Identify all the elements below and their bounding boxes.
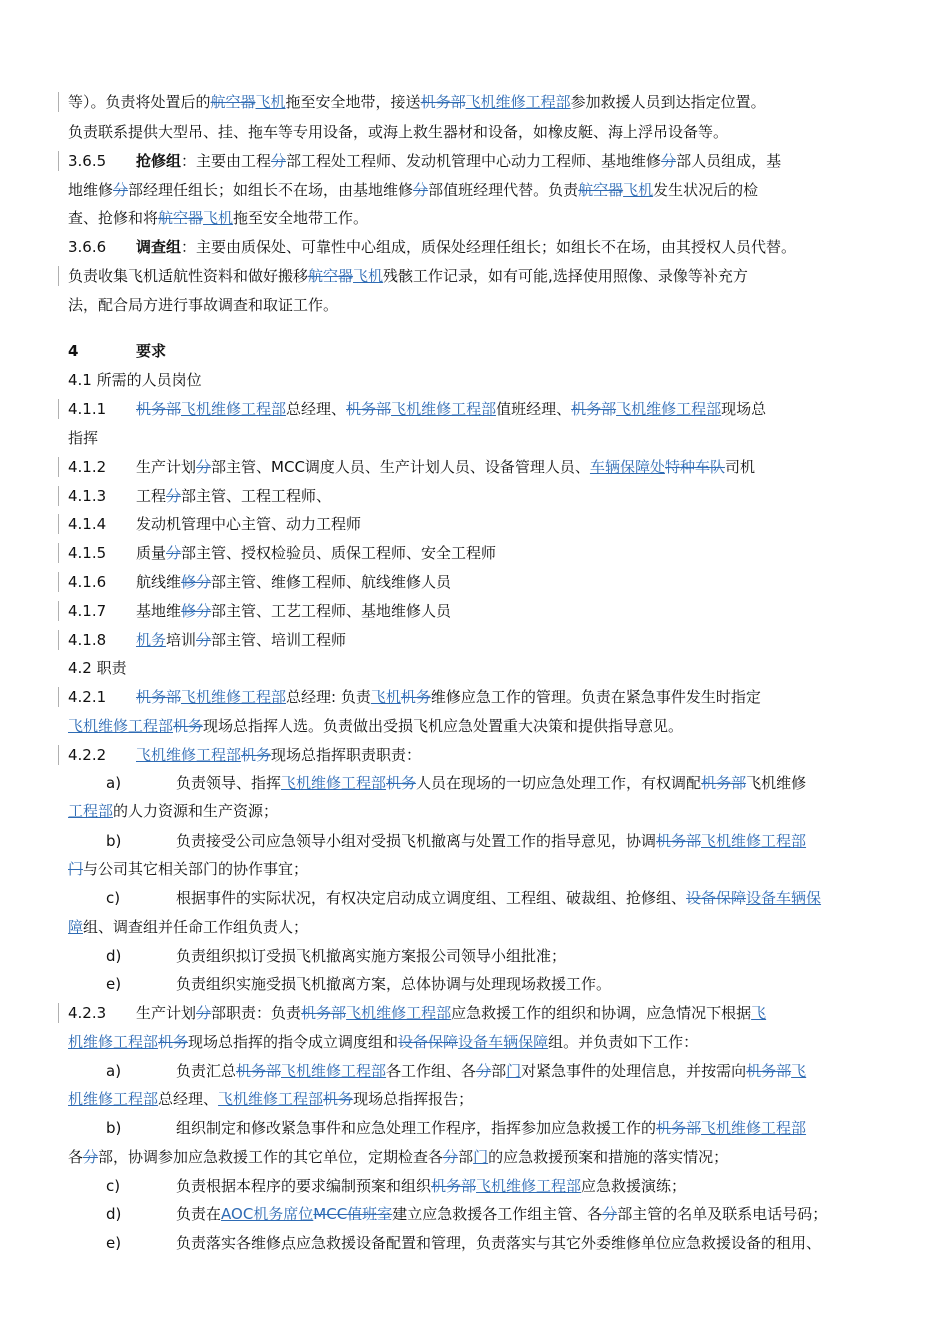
inserted-text: 门	[506, 1062, 522, 1080]
inserted-text: 门	[473, 1148, 489, 1166]
inserted-text: 车辆保障处	[589, 458, 665, 476]
text-line	[106, 1233, 840, 1253]
text-line	[68, 514, 840, 534]
text-run: 人员在现场的一切应急处理工作，有权调配	[416, 774, 702, 792]
text-run: 生产计划	[136, 1004, 197, 1022]
section-number: 4.1.3	[68, 487, 107, 505]
text-line	[68, 716, 840, 736]
text-run: 地维修	[68, 181, 114, 199]
inserted-text: 飞机维修工程部	[701, 832, 807, 850]
text-line	[68, 543, 840, 563]
deleted-text: 分	[413, 181, 429, 199]
deleted-text: 航空器	[578, 181, 624, 199]
text-run: 负责在	[176, 1205, 222, 1223]
text-run: 部	[458, 1148, 474, 1166]
text-run: 负责联系提供大型吊、挂、拖车等专用设备，或海上救生器材和设备，如橡皮艇、海上浮吊设备等。	[68, 123, 729, 141]
deleted-text: 机务	[241, 746, 272, 764]
text-line	[68, 630, 840, 650]
text-run: 负责接受公司应急领导小组对受损飞机撤离与处置工作的指导意见，协调	[176, 832, 657, 850]
text-run: 各	[68, 1148, 84, 1166]
text-run: 总经理、	[286, 400, 347, 418]
text-line	[68, 917, 840, 937]
deleted-text: 机务部	[420, 93, 466, 111]
section-number: 4	[68, 342, 79, 360]
revision-bar	[58, 687, 59, 707]
revision-bar	[58, 572, 59, 592]
deleted-text: 分	[602, 1205, 618, 1223]
text-run: 的应急救援预案和措施的落实情况；	[488, 1148, 729, 1166]
text-run: 应急救援工作的组织和协调，应急情况下根据	[451, 1004, 752, 1022]
deleted-text: 机务部	[701, 774, 747, 792]
deleted-text: 分	[166, 544, 182, 562]
text-line	[106, 888, 840, 908]
text-run: 部主管、工艺工程师、基地维修人员	[211, 602, 452, 620]
text-line	[68, 486, 840, 506]
text-run: 部经理任组长；如组长不在场，由基地维修	[128, 181, 414, 199]
text-run: 组。并负责如下工作：	[548, 1033, 699, 1051]
revision-bar	[58, 514, 59, 534]
text-line	[68, 151, 840, 171]
text-run: 残骸工作记录，如有可能,选择使用照像、录像等补充方	[383, 267, 748, 285]
section-number: d)	[106, 1205, 122, 1223]
deleted-text: 机务部	[136, 400, 182, 418]
inserted-text: 飞机维修工程部	[68, 717, 174, 735]
section-number: e)	[106, 1234, 122, 1252]
deleted-text: 机务	[173, 717, 204, 735]
text-run: 部主管、培训工程师	[211, 631, 347, 649]
text-line	[68, 859, 840, 879]
text-run: 部主管的名单及联系电话号码；	[617, 1205, 828, 1223]
deleted-text: 机务部	[431, 1177, 477, 1195]
deleted-text: 分	[476, 1062, 492, 1080]
text-run: 现场总指挥职责职责：	[271, 746, 422, 764]
revision-bar	[58, 266, 59, 286]
text-run: 部职责：负责	[211, 1004, 302, 1022]
text-run: 值班经理、	[496, 400, 572, 418]
deleted-text: 分	[196, 631, 212, 649]
deleted-text: 机务部	[136, 688, 182, 706]
inserted-text: 飞机	[370, 688, 401, 706]
inserted-text: 飞机维修工程部	[136, 746, 242, 764]
revision-bar	[58, 399, 59, 419]
deleted-text: 分	[83, 1148, 99, 1166]
revision-bar	[58, 486, 59, 506]
deleted-text: 机务部	[236, 1062, 282, 1080]
text-line	[68, 122, 840, 142]
deleted-text: 分	[443, 1148, 459, 1166]
inserted-text: 飞机维修工程部	[476, 1177, 582, 1195]
text-line	[68, 1032, 840, 1052]
inserted-text: 飞机	[623, 181, 654, 199]
text-run: 4.2 职责	[68, 659, 127, 677]
deleted-text: 修分	[181, 602, 212, 620]
section-number: 4.1.7	[68, 602, 107, 620]
text-run: 部工程处工程师、发动机管理中心动力工程师、基地维修	[286, 152, 662, 170]
text-run: 指挥	[68, 429, 99, 447]
text-run: ：主要由质保处、可靠性中心组成，质保处经理任组长；如组长不在场，由其授权人员代替。	[181, 238, 797, 256]
text-run: 基地维	[136, 602, 182, 620]
text-run: 司机	[724, 458, 755, 476]
deleted-text: 修分	[181, 573, 212, 591]
inserted-text: 飞机维修工程部	[616, 400, 722, 418]
deleted-text: 机务部	[346, 400, 392, 418]
text-line	[106, 974, 840, 994]
text-run: 部主管、工程工程师、	[181, 487, 332, 505]
deleted-text: 航空器	[308, 267, 354, 285]
text-line	[68, 658, 840, 678]
text-run: 部主管、维修工程师、航线维修人员	[211, 573, 452, 591]
text-run: 组、调查组并任命工作组负责人；	[83, 918, 309, 936]
text-line	[106, 1118, 840, 1138]
text-line	[68, 1147, 840, 1167]
text-run: 等）。负责将处置后的	[68, 93, 211, 111]
revision-bar	[58, 92, 59, 112]
text-line	[68, 745, 840, 765]
inserted-text: 飞机维修工程部	[701, 1119, 807, 1137]
text-run: 发动机管理中心主管、动力工程师	[136, 515, 362, 533]
inserted-text: 飞机维修工程部	[281, 774, 387, 792]
text-line	[68, 601, 840, 621]
text-run: 拖至安全地带工作。	[233, 209, 369, 227]
text-run: ：主要由工程	[181, 152, 272, 170]
inserted-text: 飞机维修工程部	[181, 400, 287, 418]
text-line	[68, 801, 840, 821]
text-line	[68, 457, 840, 477]
text-run: 发生状况后的检	[653, 181, 759, 199]
section-number: c)	[106, 1177, 121, 1195]
text-run: 部，协调参加应急救援工作的其它单位，定期检查各	[98, 1148, 444, 1166]
text-line	[106, 1176, 840, 1196]
text-run: 参加救援人员到达指定位置。	[570, 93, 766, 111]
deleted-text: 分	[196, 1004, 212, 1022]
deleted-text: 分	[196, 458, 212, 476]
section-number: b)	[106, 832, 122, 850]
section-number: 4.1.8	[68, 631, 107, 649]
text-run: 建立应急救援各工作组主管、各	[392, 1205, 603, 1223]
text-run: 总经理、	[158, 1090, 219, 1108]
inserted-text: 飞机维修工程部	[181, 688, 287, 706]
section-number: 4.1.6	[68, 573, 107, 591]
inserted-text: 工程部	[68, 802, 114, 820]
text-run: 应急救援演练；	[581, 1177, 687, 1195]
deleted-text: 特种车队	[664, 458, 725, 476]
deleted-text: 机务	[386, 774, 417, 792]
inserted-text: 飞机	[255, 93, 286, 111]
text-run: 培训	[166, 631, 197, 649]
deleted-text: 门	[68, 860, 84, 878]
text-run: 部主管、授权检验员、质保工程师、安全工程师	[181, 544, 497, 562]
text-line	[68, 266, 840, 286]
text-line	[68, 428, 840, 448]
text-line	[68, 572, 840, 592]
text-run: 要求	[136, 342, 167, 360]
text-run: 组织制定和修改紧急事件和应急处理工作程序，指挥参加应急救援工作的	[176, 1119, 657, 1137]
text-line	[106, 773, 840, 793]
inserted-text: 机维修工程部	[68, 1033, 159, 1051]
section-number: 4.1.4	[68, 515, 107, 533]
text-run: 4.1 所需的人员岗位	[68, 371, 202, 389]
text-run: 总经理: 负责	[286, 688, 371, 706]
inserted-text: 设备车辆保	[746, 889, 822, 907]
deleted-text: 机务部	[656, 1119, 702, 1137]
inserted-text: 障	[68, 918, 84, 936]
text-run: 现场总	[721, 400, 767, 418]
text-run: 现场总指挥报告；	[353, 1090, 474, 1108]
text-run: 负责落实各维修点应急救援设备配置和管理，负责落实与其它外委维修单位应急救援设备的租用、	[176, 1234, 822, 1252]
text-run: 查、抢修和将	[68, 209, 159, 227]
text-run: 质量	[136, 544, 167, 562]
deleted-text: 分	[166, 487, 182, 505]
section-number: 4.1.2	[68, 458, 107, 476]
text-run: 生产计划	[136, 458, 197, 476]
section-number: 4.1.1	[68, 400, 107, 418]
text-run: 的人力资源和生产资源；	[113, 802, 279, 820]
text-line	[68, 208, 840, 228]
text-line	[68, 370, 840, 390]
text-run: 根据事件的实际状况，有权决定启动成立调度组、工程组、破裁组、抢修组、	[176, 889, 687, 907]
inserted-text: 设备车辆保障	[458, 1033, 549, 1051]
revision-bar	[58, 151, 59, 171]
text-run: 与公司其它相关部门的协作事宜；	[83, 860, 309, 878]
revision-bar	[58, 601, 59, 621]
deleted-text: 机务部	[746, 1062, 792, 1080]
text-run: 负责组织拟订受损飞机撤离实施方案报公司领导小组批准；	[176, 947, 567, 965]
inserted-text: 飞机维修工程部	[218, 1090, 324, 1108]
text-run: 部主管、MCC调度人员、生产计划人员、设备管理人员、	[211, 458, 590, 476]
text-run: 法，配合局方进行事故调查和取证工作。	[68, 296, 339, 314]
inserted-text: 飞机维修工程部	[391, 400, 497, 418]
deleted-text: 设备保障	[398, 1033, 459, 1051]
text-run: 负责收集飞机适航性资料和做好搬移	[68, 267, 309, 285]
text-run: 维修应急工作的管理。负责在紧急事件发生时指定	[430, 688, 761, 706]
text-run: 调查组	[136, 238, 182, 256]
section-number: 4.2.1	[68, 688, 107, 706]
deleted-text: 航空器	[158, 209, 204, 227]
text-run: 负责领导、指挥	[176, 774, 282, 792]
revision-bar	[58, 457, 59, 477]
text-line	[68, 1003, 840, 1023]
text-run: 现场总指挥的指令成立调度组和	[188, 1033, 399, 1051]
section-number: 4.2.2	[68, 746, 107, 764]
deleted-text: 机务	[158, 1033, 189, 1051]
text-run: 工程	[136, 487, 167, 505]
text-line	[68, 295, 840, 315]
text-run: 航线维	[136, 573, 182, 591]
inserted-text: 飞机	[203, 209, 234, 227]
section-number: c)	[106, 889, 121, 907]
inserted-text: 机务	[136, 631, 167, 649]
section-number: 3.6.5	[68, 152, 107, 170]
text-line	[68, 1089, 840, 1109]
text-run: 负责根据本程序的要求编制预案和组织	[176, 1177, 432, 1195]
text-run: 现场总指挥人选。负责做出受损飞机应急处置重大决策和提供指导意见。	[203, 717, 684, 735]
text-line	[106, 1204, 840, 1224]
revision-bar	[58, 543, 59, 563]
deleted-text: 机务部	[656, 832, 702, 850]
inserted-text: 飞	[791, 1062, 807, 1080]
section-number: 4.2.3	[68, 1004, 107, 1022]
deleted-text: 机务	[400, 688, 431, 706]
section-number: a)	[106, 1062, 122, 1080]
text-run: 各工作组、各	[386, 1062, 477, 1080]
deleted-text: 机务	[323, 1090, 354, 1108]
revision-bar	[58, 745, 59, 765]
deleted-text: 机务部	[571, 400, 617, 418]
text-line	[106, 946, 840, 966]
text-line	[68, 399, 840, 419]
inserted-text: 飞	[751, 1004, 767, 1022]
deleted-text: 机务部	[301, 1004, 347, 1022]
deleted-text: 设备保障	[686, 889, 747, 907]
text-run: 部人员组成，基	[676, 152, 782, 170]
section-number: 3.6.6	[68, 238, 107, 256]
text-line	[68, 237, 840, 257]
inserted-text: 飞机维修工程部	[281, 1062, 387, 1080]
text-run: 部	[491, 1062, 507, 1080]
deleted-text: MCC值班室	[313, 1205, 393, 1223]
text-run: 对紧急事件的处理信息，并按需向	[521, 1062, 747, 1080]
deleted-text: 分	[271, 152, 287, 170]
deleted-text: 航空器	[210, 93, 256, 111]
text-run: 抢修组	[136, 152, 182, 170]
text-line	[68, 687, 840, 707]
text-run: 部值班经理代替。负责	[428, 181, 579, 199]
revision-bar	[58, 1003, 59, 1023]
text-run: 拖至安全地带，接送	[285, 93, 421, 111]
text-line	[106, 831, 840, 851]
text-line	[68, 180, 840, 200]
section-number: 4.1.5	[68, 544, 107, 562]
inserted-text: 机维修工程部	[68, 1090, 159, 1108]
inserted-text: AOC机务席位	[221, 1205, 314, 1223]
section-number: e)	[106, 975, 122, 993]
text-line	[68, 341, 840, 361]
inserted-text: 飞机维修工程部	[346, 1004, 452, 1022]
section-number: a)	[106, 774, 122, 792]
text-run: 负责汇总	[176, 1062, 237, 1080]
deleted-text: 分	[113, 181, 129, 199]
text-run: 飞机维修	[746, 774, 807, 792]
text-line	[68, 92, 840, 112]
inserted-text: 飞机维修工程部	[465, 93, 571, 111]
text-run: 负责组织实施受损飞机撤离方案，总体协调与处理现场救援工作。	[176, 975, 612, 993]
text-line	[106, 1061, 840, 1081]
section-number: d)	[106, 947, 122, 965]
section-number: b)	[106, 1119, 122, 1137]
revision-bar	[58, 630, 59, 650]
deleted-text: 分	[661, 152, 677, 170]
inserted-text: 飞机	[353, 267, 384, 285]
